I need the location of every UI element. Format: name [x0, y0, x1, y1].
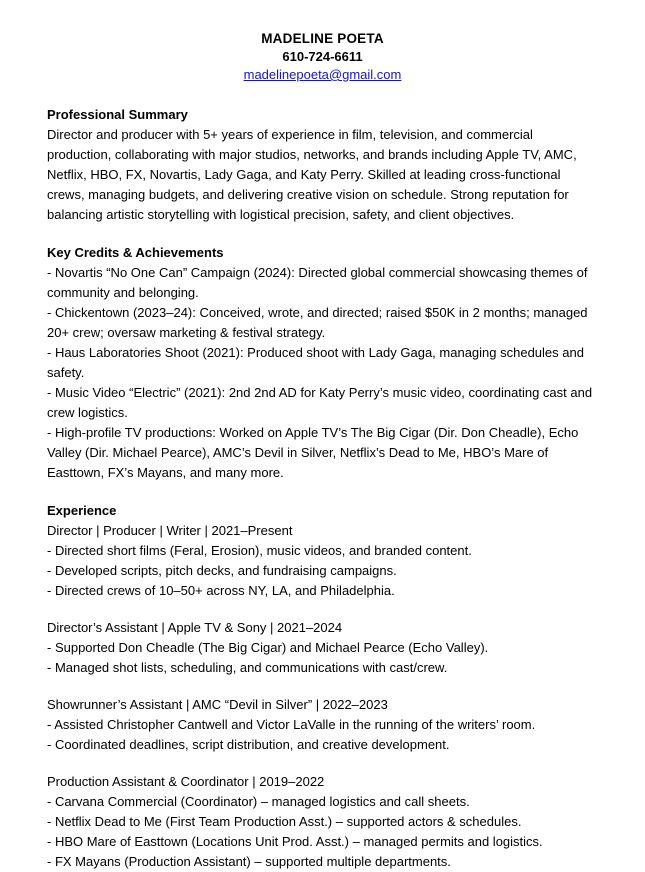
- credit-item: - Novartis “No One Can” Campaign (2024): Directed global commercial showcasing themes of community and belonging.: [47, 265, 588, 300]
- credit-item: - High-profile TV productions: Worked on Apple TV’s The Big Cigar (Dir. Don Cheadle), Echo Valley (Dir. Michael Pearce), AMC’s Devil in Silver, Netflix’s Dead to Me, HBO’s Mare of Easttown, FX’s Mayans, and many more.: [47, 425, 579, 480]
- job-bullet: - Supported Don Cheadle (The Big Cigar) and Michael Pearce (Echo Valley).: [47, 640, 489, 655]
- job-bullet: - Coordinated deadlines, script distribution, and creative development.: [47, 737, 450, 752]
- job-bullet: - Directed crews of 10–50+ across NY, LA, and Philadelphia.: [47, 583, 395, 598]
- experience-entry: [47, 695, 598, 755]
- candidate-phone: 610-724-6611: [282, 49, 363, 64]
- job-title: Director’s Assistant | Apple TV & Sony | 2021–2024: [47, 620, 343, 635]
- credit-item: - Chickentown (2023–24): Conceived, wrote, and directed; raised $50K in 2 months; managed 20+ crew; oversaw marketing & festival strategy.: [47, 305, 588, 340]
- professional-summary-text: Director and producer with 5+ years of experience in film, television, and commercial production, collaborating with major studios, networks, and brands including Apple TV, AMC, Netflix, HBO, FX, Novartis, Lady Gaga, and Katy Perry. Skilled at leading cross-functional crews, managing budgets, and delivering creative vision on schedule. Strong reputation for balancing artistic storytelling with logistical precision, safety, and client objectives.: [47, 127, 577, 222]
- professional-summary-section: [47, 105, 598, 225]
- credit-item: - Haus Laboratories Shoot (2021): Produced shoot with Lady Gaga, managing schedules and safety.: [47, 345, 584, 380]
- experience-heading: Experience: [47, 503, 117, 518]
- credit-item: - Music Video “Electric” (2021): 2nd 2nd AD for Katy Perry’s music video, coordinating cast and crew logistics.: [47, 385, 593, 420]
- resume-header: [47, 30, 598, 84]
- experience-entry: [47, 618, 598, 678]
- candidate-name: MADELINE POETA: [261, 31, 384, 46]
- job-bullet: - Managed shot lists, scheduling, and communications with cast/crew.: [47, 660, 448, 675]
- key-credits-heading: Key Credits & Achievements: [47, 245, 224, 260]
- job-bullet: - HBO Mare of Easttown (Locations Unit Prod. Asst.) – managed permits and logistics.: [47, 834, 543, 849]
- job-title: Director | Producer | Writer | 2021–Present: [47, 523, 293, 538]
- job-title: Showrunner’s Assistant | AMC “Devil in Silver” | 2022–2023: [47, 697, 388, 712]
- job-bullet: - Developed scripts, pitch decks, and fundraising campaigns.: [47, 563, 397, 578]
- experience-entry: [47, 772, 598, 872]
- experience-entry: [47, 521, 598, 601]
- experience-section: [47, 501, 598, 872]
- key-credits-section: [47, 243, 598, 483]
- job-bullet: - Directed short films (Feral, Erosion), music videos, and branded content.: [47, 543, 472, 558]
- job-bullet: - Netflix Dead to Me (First Team Production Asst.) – supported actors & schedules.: [47, 814, 522, 829]
- job-title: Production Assistant & Coordinator | 2019–2022: [47, 774, 325, 789]
- job-bullet: - Carvana Commercial (Coordinator) – managed logistics and call sheets.: [47, 794, 470, 809]
- job-bullet: - Assisted Christopher Cantwell and Victor LaValle in the running of the writers’ room.: [47, 717, 536, 732]
- professional-summary-heading: Professional Summary: [47, 107, 188, 122]
- job-bullet: - FX Mayans (Production Assistant) – supported multiple departments.: [47, 854, 451, 869]
- candidate-email-link[interactable]: madelinepoeta@gmail.com: [243, 67, 402, 82]
